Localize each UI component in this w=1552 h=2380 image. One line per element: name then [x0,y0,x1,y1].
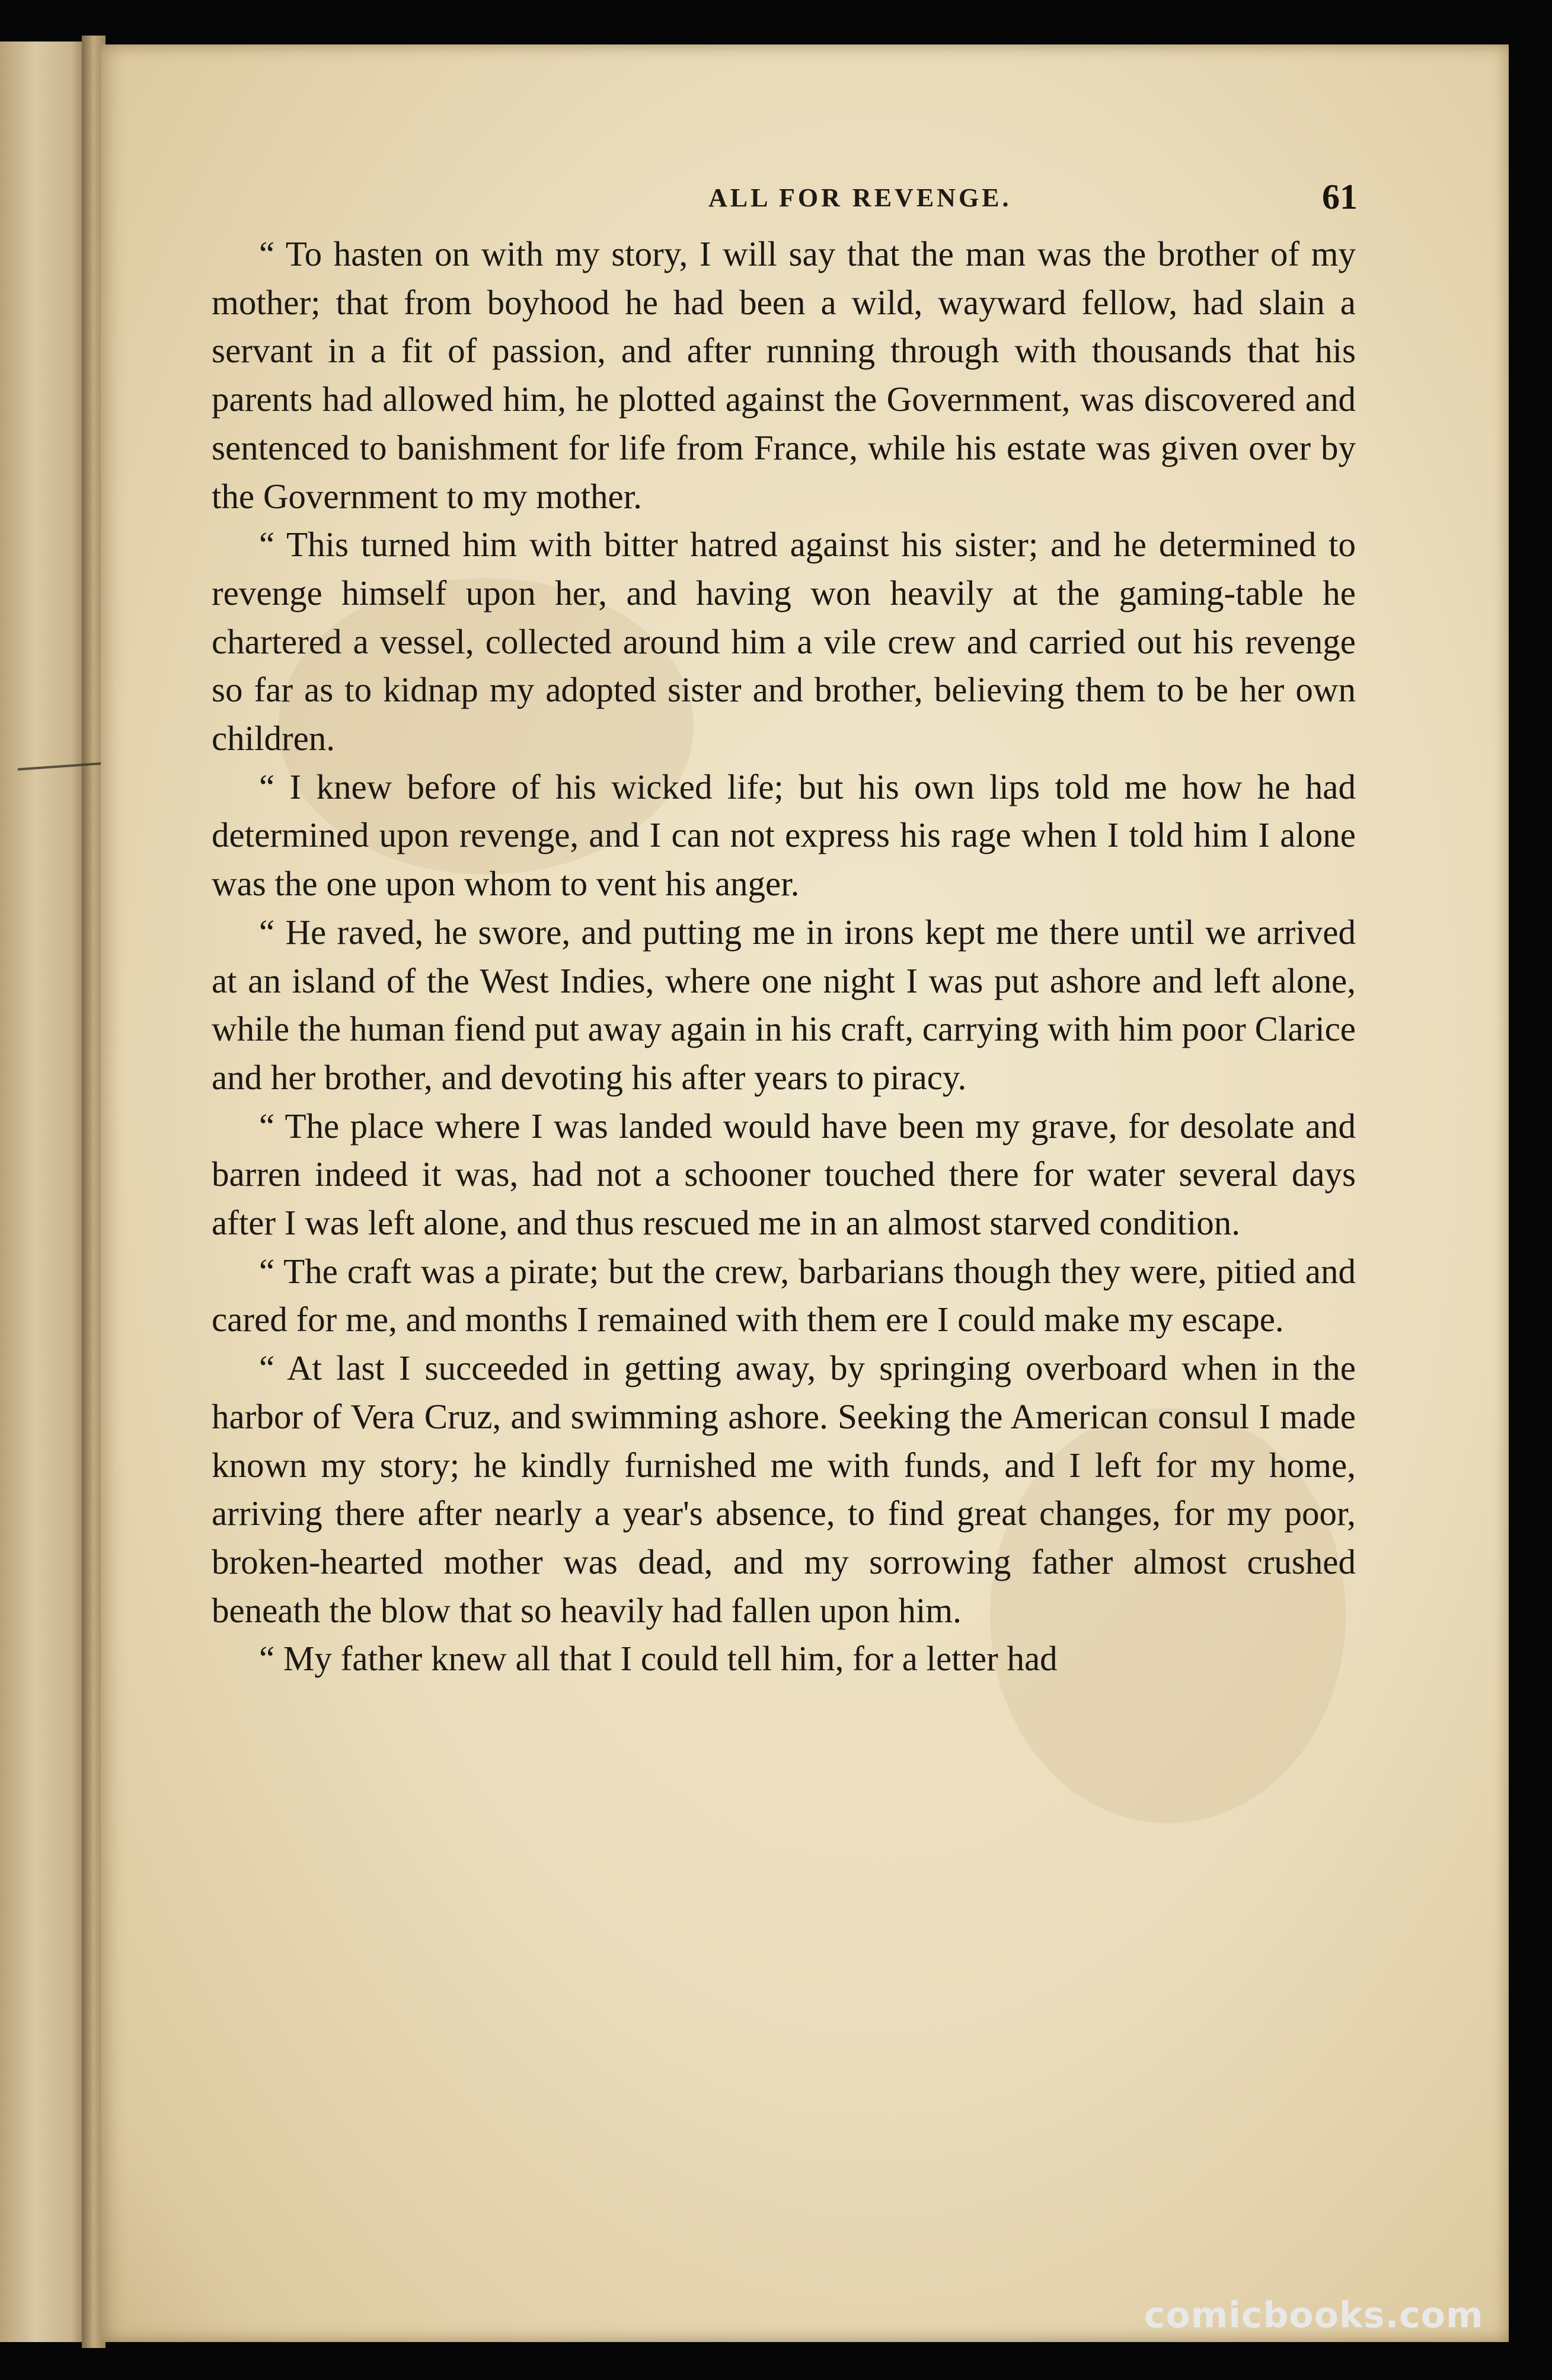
paragraph: “ He raved, he swore, and putting me in irons kept me there until we arrived at an island of the West Indies, where one night I was put ashore and left alone, while the human fiend put away again in his craft, carrying with him poor Clarice and her brother, and devoting his after years to piracy. [212,912,1356,1097]
paragraph: “ This turned him with bitter hatred against his sister; and he determined to revenge himself upon her, and having won heavily at the gaming-table he chartered a vessel, collected around him a vile crew and carried out his revenge so far as to kidnap my adopted sister and brother, believing them to be her own children. [212,525,1356,758]
paragraph: “ To hasten on with my story, I will say that the man was the brother of my mother; that from boyhood he had been a wild, wayward fellow, had slain a servant in a fit of passion, and after running through with thousands that his parents had allowed him, he plotted against the Government, was discovered and sentenced to banishment for life from France, while his estate was given over by the Government to my mother. [212,234,1356,516]
body-text [212,230,1356,1683]
paragraph: “ I knew before of his wicked life; but his own lips told me how he had determined upon revenge, and I can not express his rage when I told him I alone was the one upon whom to vent his anger. [212,767,1356,904]
paragraph: “ The craft was a pirate; but the crew, barbarians though they were, pitied and cared for me, and months I remained with them ere I could make my escape. [212,1251,1356,1339]
running-title: ALL FOR REVENGE. [708,183,1012,212]
paragraph: “ My father knew all that I could tell him, for a letter had [259,1639,1058,1679]
paragraph: “ The place where I was landed would have been my grave, for desolate and barren indeed it was, had not a schooner touched there for water several days after I was left alone, and thus rescued me in an almost starved condition. [212,1106,1356,1243]
page-header [101,148,1509,219]
site-watermark: comicbooks.com [1144,2295,1484,2336]
facing-page-edge [0,42,89,2342]
paragraph: “ At last I succeeded in getting away, by springing overboard when in the harbor of Vera Cruz, and swimming ashore. Seeking the American consul I made known my story; he kindly furnished me with funds, and I left for my home, arriving there after nearly a year's absence, to find great changes, for my poor, broken-hearted mother was dead, and my sorrowing father almost crushed beneath the blow that so heavily had fallen upon him. [212,1348,1356,1630]
page-number: 61 [1322,177,1358,216]
